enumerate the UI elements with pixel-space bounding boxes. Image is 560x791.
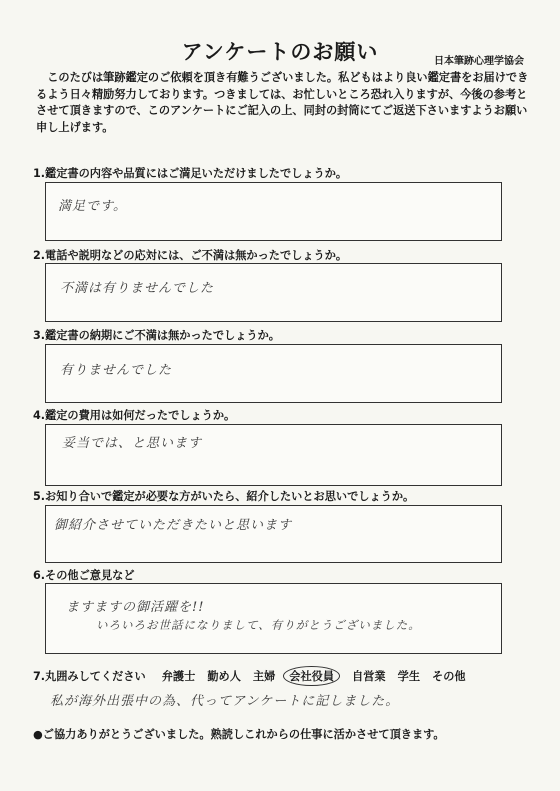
question-4-answer-box[interactable] <box>45 424 502 486</box>
question-5-label: 5.お知り合いで鑑定が必要な方がいたら、紹介したいとお思いでしょうか。 <box>33 490 415 503</box>
option-lawyer[interactable]: 弁護士 <box>161 670 196 683</box>
question-1-answer: 満足です。 <box>58 199 127 214</box>
footer-thanks: ●ご協力ありがとうございました。熟読しこれからの仕事に活かさせて頂きます。 <box>33 728 445 741</box>
question-6-answer-box[interactable] <box>45 583 502 654</box>
question-2-label: 2.電話や説明などの応対には、ご不満は無かったでしょうか。 <box>33 249 348 262</box>
option-student[interactable]: 学生 <box>397 670 421 683</box>
question-2-answer: 不満は有りませんでした <box>60 281 215 296</box>
occupation-row <box>33 666 478 686</box>
question-4-label: 4.鑑定の費用は如何だったでしょうか。 <box>33 409 236 422</box>
question-1-answer-box[interactable] <box>45 182 502 241</box>
question-4-answer: 妥当では、と思います <box>62 436 203 451</box>
option-self-employed[interactable]: 自営業 <box>352 670 386 683</box>
question-6-answer-line1: ますますの御活躍を!! <box>66 600 205 615</box>
intro-paragraph: このたびは筆跡鑑定のご依頼を頂き有難うございました。私どもはより良い鑑定書をお届けできるよう日々精励努力しております。つきましては、お忙しいところ恐れ入りますが、今後の参考とさせて頂きますので、このアンケートにご記入の上、同封の封筒にてご返送下さいますようお願い申し上げます。 <box>36 71 529 134</box>
question-6-answer-line2: いろいろお世話になりまして、有りがとうございました。 <box>96 618 421 632</box>
question-1-label: 1.鑑定書の内容や品質にはご満足いただけましたでしょうか。 <box>33 167 348 180</box>
option-housewife[interactable]: 主婦 <box>252 670 276 683</box>
question-3-answer: 有りませんでした <box>60 363 173 378</box>
organization-name: 日本筆跡心理学協会 <box>434 56 524 67</box>
question-6-label: 6.その他ご意見など <box>33 569 135 582</box>
occupation-label: 7.丸囲みしてください <box>33 670 146 683</box>
question-2-answer-box[interactable] <box>45 263 502 322</box>
page-title: アンケートのお願い <box>181 40 379 64</box>
option-company-executive-selected[interactable]: 会社役員 <box>283 666 340 686</box>
option-other[interactable]: その他 <box>432 670 466 683</box>
occupation-note: 私が海外出張中の為、代ってアンケートに記しました。 <box>50 694 400 709</box>
question-3-answer-box[interactable] <box>45 344 502 403</box>
option-employee[interactable]: 勤め人 <box>207 670 241 683</box>
question-5-answer-box[interactable] <box>45 505 502 563</box>
question-5-answer: 御紹介させていただきたいと思います <box>54 518 293 533</box>
question-3-label: 3.鑑定書の納期にご不満は無かったでしょうか。 <box>33 329 280 342</box>
